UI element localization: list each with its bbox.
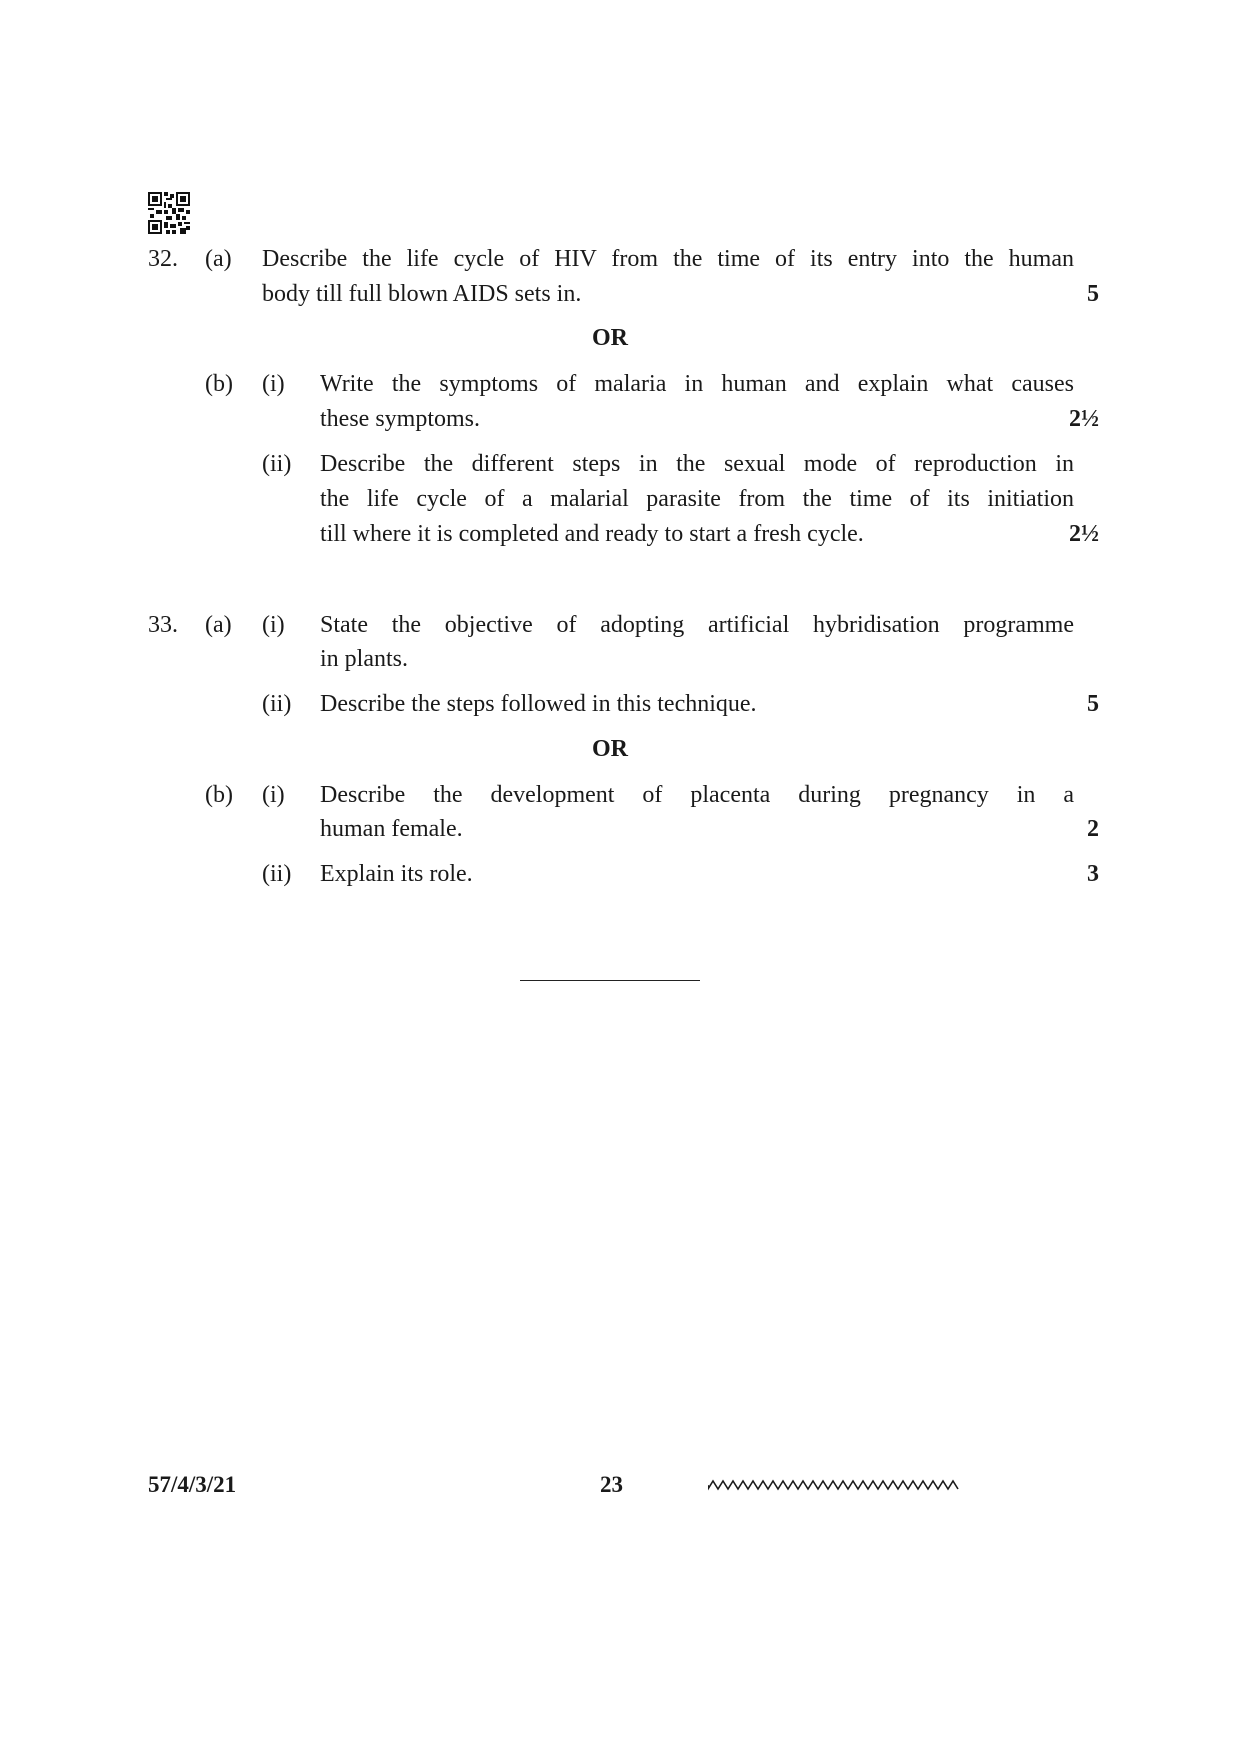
marks: 2½ bbox=[1069, 521, 1099, 547]
question-text-line: these symptoms. bbox=[320, 406, 480, 432]
question-text-line: in plants. bbox=[320, 646, 408, 672]
qr-code-icon bbox=[148, 192, 190, 234]
subpart-label: (i) bbox=[262, 612, 285, 638]
page-number: 23 bbox=[600, 1472, 623, 1497]
marks: 3 bbox=[1087, 861, 1099, 887]
paper-code: 57/4/3/21 bbox=[148, 1472, 237, 1497]
question-text-line: body till full blown AIDS sets in. bbox=[262, 281, 582, 307]
question-text-line: human female. bbox=[320, 816, 463, 842]
or-divider: OR bbox=[592, 325, 628, 351]
question-text-line: the life cycle of a malarial parasite from the time of its initiation bbox=[320, 486, 1074, 512]
question-text-line: Describe the development of placenta during pregnancy in a bbox=[320, 782, 1074, 808]
part-label: (a) bbox=[205, 612, 232, 638]
part-label: (b) bbox=[205, 782, 233, 808]
marks: 2 bbox=[1087, 816, 1099, 842]
subpart-label: (ii) bbox=[262, 861, 292, 887]
marks: 2½ bbox=[1069, 406, 1099, 432]
subpart-label: (i) bbox=[262, 371, 285, 397]
question-text-line: Write the symptoms of malaria in human and explain what causes bbox=[320, 371, 1074, 397]
part-label: (a) bbox=[205, 246, 232, 272]
marks: 5 bbox=[1087, 281, 1099, 307]
question-text-line: Describe the life cycle of HIV from the time of its entry into the human bbox=[262, 246, 1074, 272]
end-of-paper-rule bbox=[520, 980, 700, 981]
wavy-line-decoration bbox=[708, 1478, 962, 1492]
part-label: (b) bbox=[205, 371, 233, 397]
subpart-label: (ii) bbox=[262, 691, 292, 717]
question-number: 32. bbox=[148, 246, 178, 272]
question-text-line: Describe the steps followed in this technique. bbox=[320, 691, 757, 717]
subpart-label: (i) bbox=[262, 782, 285, 808]
question-text-line: till where it is completed and ready to start a fresh cycle. bbox=[320, 521, 864, 547]
subpart-label: (ii) bbox=[262, 451, 292, 477]
question-text-line: Describe the different steps in the sexual mode of reproduction in bbox=[320, 451, 1074, 477]
or-divider: OR bbox=[592, 736, 628, 762]
marks: 5 bbox=[1087, 691, 1099, 717]
question-number: 33. bbox=[148, 612, 178, 638]
question-text-line: Explain its role. bbox=[320, 861, 473, 887]
question-text-line: State the objective of adopting artificial hybridisation programme bbox=[320, 612, 1074, 638]
